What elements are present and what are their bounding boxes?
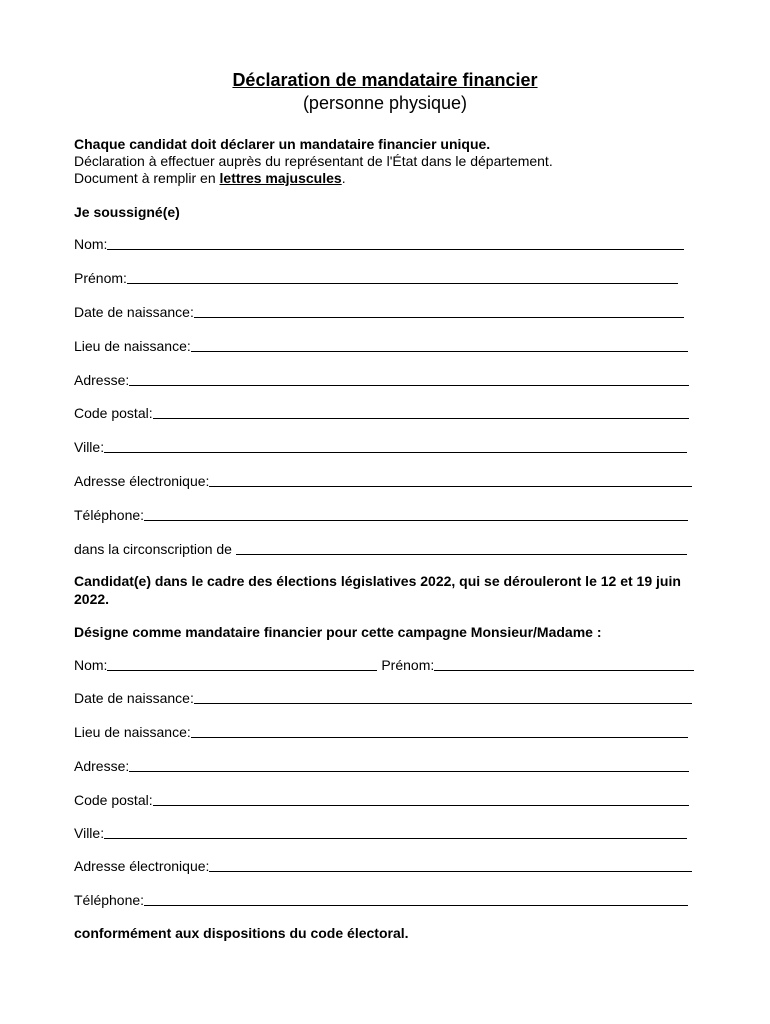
candidate-telephone-field[interactable]: Téléphone:	[74, 506, 688, 524]
fill-line[interactable]	[153, 405, 689, 419]
intro-line-3: Document à remplir en lettres majuscules.	[74, 170, 346, 186]
candidate-circonscription-field[interactable]: dans la circonscription de	[74, 540, 687, 558]
page-title: Déclaration de mandataire financier	[232, 70, 538, 90]
fill-line[interactable]	[107, 236, 684, 250]
candidate-email-field[interactable]: Adresse électronique:	[74, 472, 692, 490]
candidate-nom-field[interactable]: Nom:	[74, 235, 684, 253]
fill-line[interactable]	[129, 758, 689, 772]
fill-line[interactable]	[107, 657, 377, 671]
mandataire-date-naissance-field[interactable]: Date de naissance:	[74, 689, 692, 707]
candidate-ville-field[interactable]: Ville:	[74, 438, 687, 456]
mandataire-adresse-field[interactable]: Adresse:	[74, 757, 689, 775]
fill-line[interactable]	[104, 439, 687, 453]
mandataire-email-field[interactable]: Adresse électronique:	[74, 857, 692, 875]
candidate-heading: Je soussigné(e)	[74, 204, 180, 220]
mandataire-telephone-field[interactable]: Téléphone:	[74, 891, 688, 909]
candidate-prenom-field[interactable]: Prénom:	[74, 269, 678, 287]
fill-line[interactable]	[127, 270, 678, 284]
intro-line-2: Déclaration à effectuer auprès du représentant de l'État dans le département.	[74, 153, 553, 169]
mandataire-code-postal-field[interactable]: Code postal:	[74, 791, 689, 809]
fill-line[interactable]	[144, 507, 688, 521]
candidate-lieu-naissance-field[interactable]: Lieu de naissance:	[74, 337, 688, 355]
fill-line[interactable]	[194, 304, 684, 318]
intro-line-1: Chaque candidat doit déclarer un mandataire financier unique.	[74, 136, 491, 152]
candidate-adresse-field[interactable]: Adresse:	[74, 371, 689, 389]
emphasis-text: lettres majuscules	[219, 170, 342, 186]
fill-line[interactable]	[191, 724, 688, 738]
fill-line[interactable]	[209, 473, 692, 487]
footer-text: conformément aux dispositions du code électoral.	[74, 925, 409, 941]
fill-line[interactable]	[191, 338, 688, 352]
fill-line[interactable]	[236, 541, 687, 555]
fill-line[interactable]	[209, 858, 692, 872]
mandataire-heading: Désigne comme mandataire financier pour cette campagne Monsieur/Madame :	[74, 624, 602, 640]
fill-line[interactable]	[104, 825, 687, 839]
election-text: Candidat(e) dans le cadre des élections législatives 2022, qui se dérouleront le 12 et 19 juin 2022.	[74, 573, 681, 607]
page-subtitle: (personne physique)	[302, 93, 468, 113]
fill-line[interactable]	[194, 690, 692, 704]
mandataire-ville-field[interactable]: Ville:	[74, 824, 687, 842]
mandataire-lieu-naissance-field[interactable]: Lieu de naissance:	[74, 723, 688, 741]
fill-line[interactable]	[144, 892, 688, 906]
fill-line[interactable]	[434, 657, 694, 671]
candidate-code-postal-field[interactable]: Code postal:	[74, 404, 689, 422]
mandataire-nom-prenom-field[interactable]: Nom: Prénom:	[74, 656, 694, 674]
candidate-date-naissance-field[interactable]: Date de naissance:	[74, 303, 684, 321]
fill-line[interactable]	[153, 792, 689, 806]
fill-line[interactable]	[129, 372, 689, 386]
